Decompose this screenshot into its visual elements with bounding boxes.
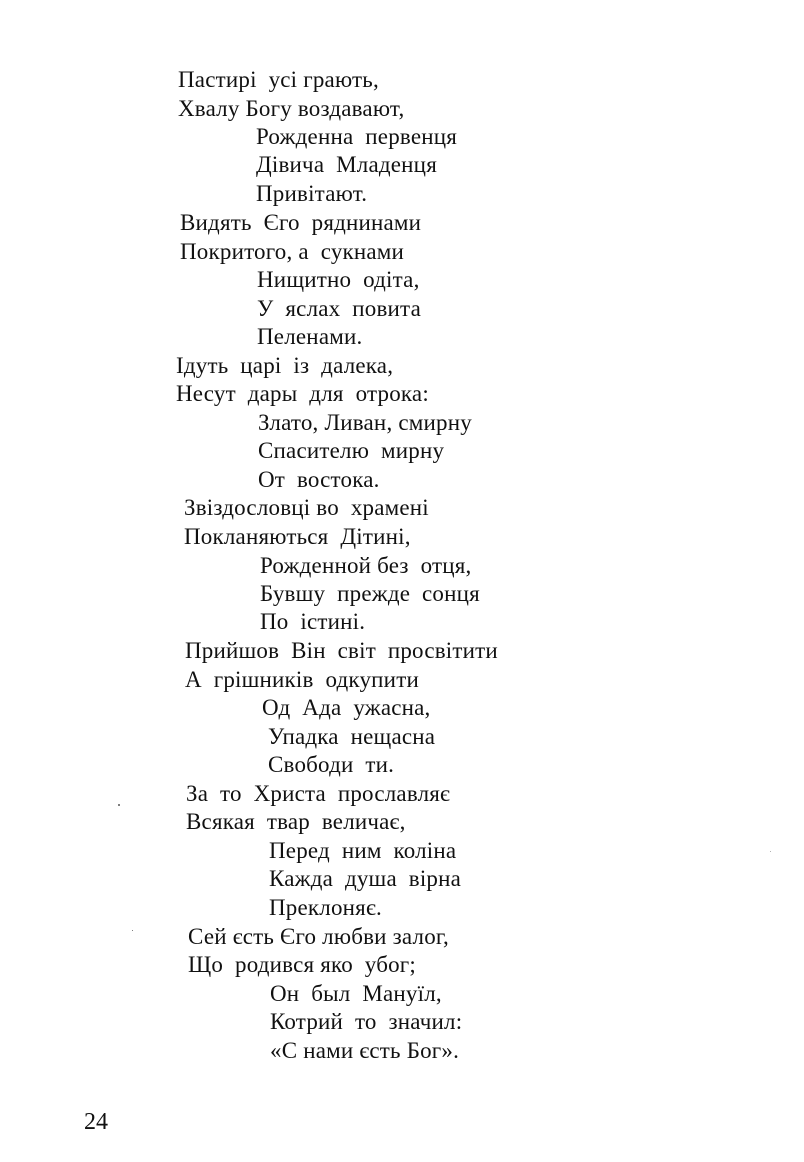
poem-line: Що родився яко убог;: [188, 952, 417, 977]
scan-speck: [118, 804, 120, 806]
poem-line: По істині.: [260, 609, 366, 634]
poem-line: Покритого, а сукнами: [180, 239, 405, 264]
poem-line: А грішників одкупити: [185, 667, 419, 692]
poem-line: Рожденна первенця: [256, 124, 458, 149]
poem-line: Злато, Ливан, смирну: [258, 410, 472, 435]
scan-speck: [770, 851, 771, 852]
poem-line: У яслах повита: [257, 296, 421, 321]
poem-line: Сей єсть Єго любви залог,: [188, 924, 449, 949]
page-number: 24: [84, 1109, 108, 1135]
poem-line: Од Ада ужасна,: [262, 695, 431, 720]
poem-line: Он был Мануїл,: [270, 981, 442, 1006]
poem-line: Свободи ти.: [268, 752, 395, 777]
poem-line: Видять Єго ряднинами: [180, 210, 422, 235]
poem-line: Преклоняє.: [269, 895, 382, 920]
poem-line: Всякая твар величає,: [186, 809, 406, 834]
poem-line: Пастирі усі грають,: [178, 67, 379, 92]
poem-line: Бувшу прежде сонця: [260, 581, 480, 606]
poem-line: Привітают.: [256, 181, 368, 206]
poem-line: Ідуть царі із далека,: [176, 353, 394, 378]
poem-line: Перед ним коліна: [269, 838, 457, 863]
poem-line: Спасителю мирну: [258, 438, 445, 463]
poem-line: Пеленами.: [257, 324, 363, 349]
poem-line: Дівича Младенця: [256, 152, 437, 177]
poem-line: Покланяються Дітині,: [184, 524, 411, 549]
poem-line: Несут дары для отрока:: [176, 381, 429, 406]
poem-line: Хвалу Богу воздавают,: [178, 96, 405, 121]
poem-line: Рожденной без отця,: [260, 553, 472, 578]
poem-line: Звіздословці во храмені: [184, 495, 429, 520]
poem-line: Котрий то значил:: [270, 1009, 463, 1034]
poem-line: «С нами єсть Бог».: [270, 1038, 460, 1063]
poem-line: От востока.: [258, 467, 380, 492]
poem-line: За то Христа прославляє: [186, 781, 451, 806]
poem-line: Нищитно одіта,: [257, 267, 420, 292]
poem-line: Кажда душа вірна: [269, 866, 462, 891]
scan-speck: [132, 930, 133, 931]
poem-line: Прийшов Він світ просвітити: [185, 638, 498, 663]
poem-line: Упадка нещасна: [268, 724, 436, 749]
